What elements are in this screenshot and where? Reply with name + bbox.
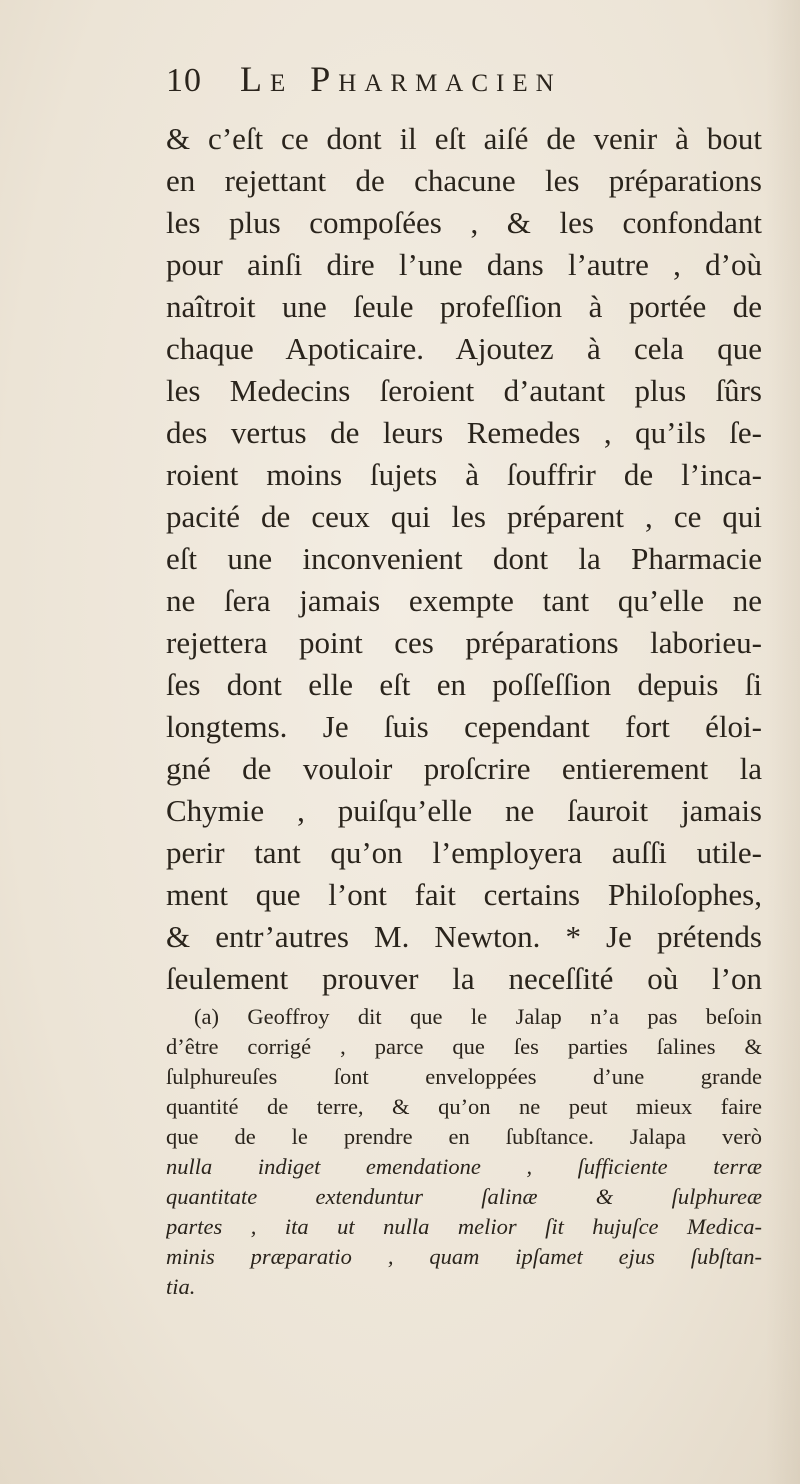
footnote-line: partes , ita ut nulla melior ſit hujuſce Medica- [166, 1214, 762, 1239]
body-line: ment que l’ont fait certains Philoſophes, [166, 877, 762, 912]
footnote-line: quantitate extenduntur ſalinæ & ſulphureæ [166, 1184, 762, 1209]
page-number: 10 [166, 62, 202, 99]
footnote-line: ſulphureuſes ſont enveloppées d’une grande [166, 1064, 762, 1089]
body-line: longtems. Je ſuis cependant fort éloi- [166, 709, 762, 744]
body-line: les plus compoſées , & les confondant [166, 205, 762, 240]
body-text [166, 118, 762, 1000]
footnote-line: quantité de terre, & qu’on ne peut mieux faire [166, 1094, 762, 1119]
body-line: naîtroit une ſeule profeſſion à portée de [166, 289, 762, 324]
footnote-line: d’être corrigé , parce que ſes parties ſalines & [166, 1034, 762, 1059]
body-line: pour ainſi dire l’une dans l’autre , d’où [166, 247, 762, 282]
body-line: des vertus de leurs Remedes , qu’ils ſe- [166, 415, 762, 450]
body-line: les Medecins ſeroient d’autant plus ſûrs [166, 373, 762, 408]
body-line: rejettera point ces préparations laborieu- [166, 625, 762, 660]
body-line: & entr’autres M. Newton. * Je prétends [166, 919, 762, 954]
body-line: & c’eſt ce dont il eſt aiſé de venir à bout [166, 121, 762, 156]
footnote [166, 1002, 762, 1302]
footnote-line: tia. [166, 1274, 196, 1299]
body-line: perir tant qu’on l’employera auſſi utile- [166, 835, 762, 870]
body-line: eſt une inconvenient dont la Pharmacie [166, 541, 762, 576]
running-head [166, 58, 756, 108]
body-line: gné de vouloir proſcrire entierement la [166, 751, 762, 786]
body-line: chaque Apoticaire. Ajoutez à cela que [166, 331, 762, 366]
body-line: pacité de ceux qui les préparent , ce qui [166, 499, 762, 534]
footnote-line: minis præparatio , quam ipſamet ejus ſubſtan- [166, 1244, 762, 1269]
body-line: ſeulement prouver la neceſſité où l’on [166, 961, 762, 996]
footnote-line: que de le prendre en ſubſtance. Jalapa verò [166, 1124, 762, 1149]
body-line: en rejettant de chacune les préparations [166, 163, 762, 198]
body-line: roient moins ſujets à ſouffrir de l’inca- [166, 457, 762, 492]
body-line: Chymie , puiſqu’elle ne ſauroit jamais [166, 793, 762, 828]
body-line: ſes dont elle eſt en poſſeſſion depuis ſi [166, 667, 762, 702]
running-title: Le Pharmacien [240, 59, 562, 99]
footnote-line: nulla indiget emendatione , ſufficiente terræ [166, 1154, 762, 1179]
footnote-line: (a) Geoffroy dit que le Jalap n’a pas beſoin [194, 1004, 762, 1029]
body-line: ne ſera jamais exempte tant qu’elle ne [166, 583, 762, 618]
